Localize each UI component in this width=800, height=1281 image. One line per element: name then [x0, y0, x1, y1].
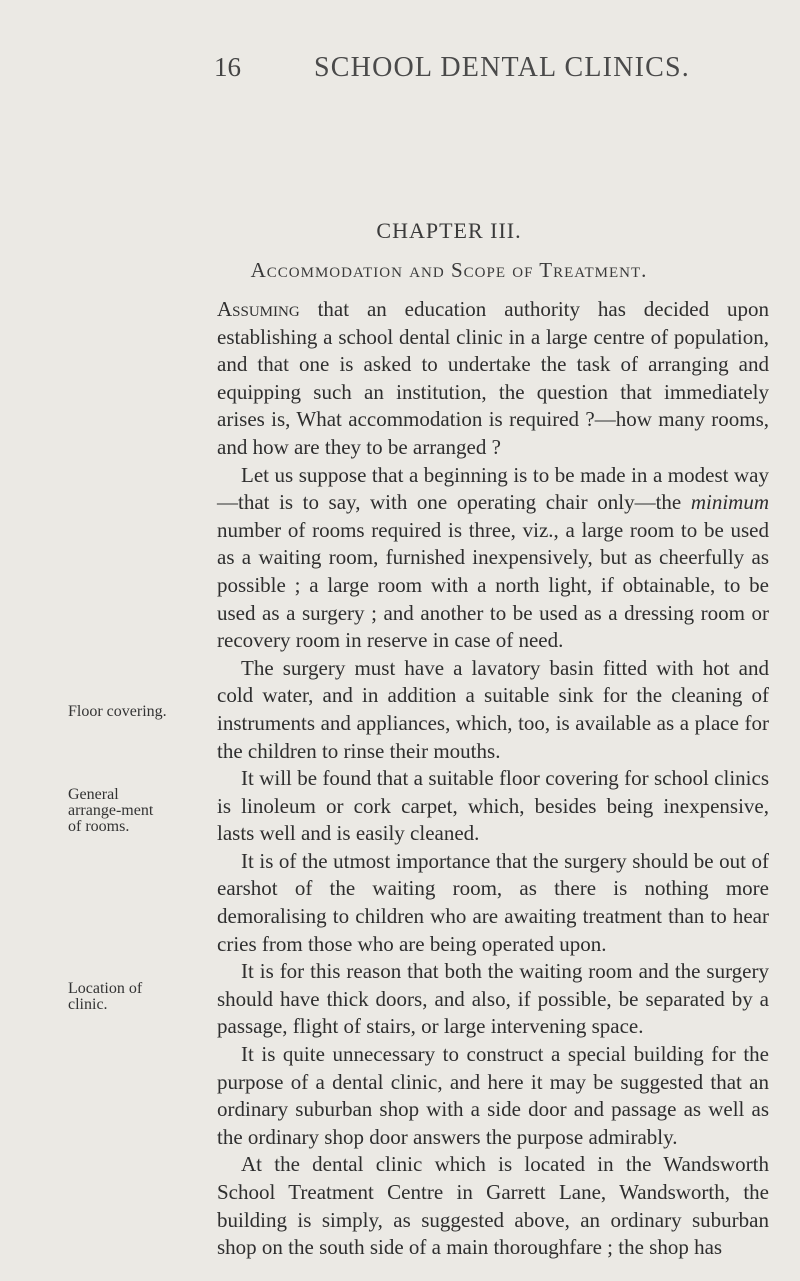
running-title: SCHOOL DENTAL CLINICS.	[314, 52, 690, 83]
paragraph: At the dental clinic which is located in the Wandsworth School Treatment Centre in Garrett Lane, Wandsworth, the building is simply, as suggested above, an ordinary suburban shop on the south side of a main thoroughfare ; the shop has	[217, 1152, 769, 1260]
paragraph: It is for this reason that both the waiting room and the surgery should have thick doors, and also, if possible, be separated by a passage, flight of stairs, or large intervening space.	[217, 959, 769, 1039]
page-number: 16	[214, 52, 241, 82]
paragraph-text: that an education authority has decided upon establishing a school dental clinic in a large centre of population, and that one is asked to undertake the task of arranging and equipping such an institution, the question that immediately arises is, What accommodation is required ?—how many rooms, and how are they to be arranged ?	[217, 297, 769, 459]
running-head	[0, 52, 800, 92]
paragraph: It will be found that a suitable floor covering for school clinics is linoleum or cork carpet, which, besides being inexpensive, lasts well and is easily cleaned.	[217, 766, 769, 846]
paragraph: It is of the utmost importance that the surgery should be out of earshot of the waiting room, as there is nothing more demoralising to children who are awaiting treatment than to hear cries from those who are being operated upon.	[217, 848, 769, 956]
side-note-floor-covering: Floor covering.	[68, 703, 167, 720]
side-note-general-arrangement: General arrange-ment of rooms.	[68, 786, 154, 835]
paragraph: The surgery must have a lavatory basin fitted with hot and cold water, and in addition a suitable sink for the cleaning of instruments and appliances, which, too, is available as a place for the children to rinse their mouths.	[217, 655, 769, 763]
paragraph-text: number of rooms required is three, viz., a large room to be used as a waiting room, furnished inexpensively, but as cheerfully as possible ; a large room with a north light, if obtainable, to be used as a surgery ; and another to be used as a dressing room or recovery room in reserve in case of need.	[217, 517, 769, 653]
drop-word: Assuming	[217, 297, 300, 321]
paragraph	[217, 296, 769, 462]
paragraph: It is quite unnecessary to construct a special building for the purpose of a dental clinic, and here it may be suggested that an ordinary suburban shop with a side door and passage as well as the ordinary shop door answers the purpose admirably.	[217, 1042, 769, 1149]
paragraph	[217, 462, 769, 655]
side-note-location: Location of clinic.	[68, 980, 143, 1013]
emphasis: minimum	[690, 490, 769, 515]
chapter-title: CHAPTER III.	[376, 218, 522, 243]
chapter-subtitle: Accommodation and Scope of Treatment.	[250, 258, 648, 282]
paragraph-text: Let us suppose that a beginning is to be made in a modest way—that is to say, with one operating chair only—the	[217, 462, 769, 515]
body-text	[217, 296, 769, 1262]
